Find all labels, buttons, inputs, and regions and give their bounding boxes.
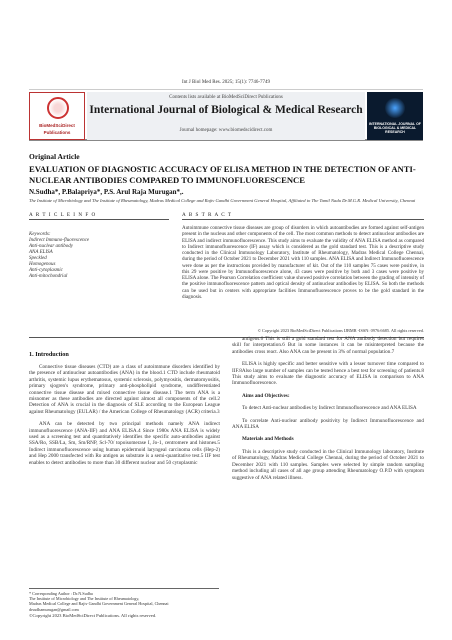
- paragraph: To correlate Anti-nuclear antibody positivity by Indirect Immunofluorescence and ANA ELISA: [232, 417, 424, 431]
- keyword-item: Anti-cytoplasmic: [29, 268, 63, 273]
- keyword-item: Anti-mitochondrial: [29, 274, 68, 279]
- abstract-copyright: © Copyright 2023 BioMedSciDirect Publications IJBMR -ISSN: 0976:6685. All rights reserved.: [257, 328, 424, 333]
- cover-title: INTERNATIONAL JOURNAL OF BIOLOGICAL & MEDICAL RESEARCH: [369, 122, 421, 134]
- citation-line: Int J Biol Med Res. 2025; 15(1): 7746-7749: [181, 80, 271, 85]
- journal-homepage[interactable]: Journal homepage: www.biomedscidirect.com: [179, 128, 273, 133]
- keywords-list: [29, 232, 139, 280]
- article-authors: N.Sudha*, P.Balapriya*, P.S. Arul Raja Murugan*,.: [29, 188, 184, 196]
- keyword-item: Anti-nuclear antibody: [29, 244, 74, 249]
- paragraph: ANA can be detected by two principal methods namely ANA indirect immunofluorescence (ANA-IIF) and ANA ELISA.4 Since 1980s ANA ELISA is widely used as a screening test and quantitatively identifies the specific auto-antibodies against SSA/Ro, SSB/La, Sm, Sm/RNP, Scl-70/ topoisomerase I, Jo-1, centromere and histones.5 Indirect immunofluorescence using human epidermoid laryngeal carcinoma cells (Hep-2) and Hep 2000 transfected with Ro antigen as substrate is a semi-quantitative test.5 IIF test enables to detect antibodies to more than 30 different nuclear and 50 cytoplasmic: [29, 421, 220, 466]
- left-text-column: [29, 364, 220, 472]
- keyword-item: Speckled: [29, 256, 47, 261]
- globe-icon: [385, 98, 405, 118]
- keywords-label: Keywords:: [29, 232, 51, 237]
- corresponding-author: * Corresponding Author : Dr.N.Sudha: [29, 591, 93, 596]
- article-info-rule: [29, 219, 169, 220]
- abstract-text: Autoimmune connective tissue diseases are group of disorders in which autoantibodies are formed against self-antigen present in the nucleus and other components of the cell. The most common methods to detect antinuclear antibodies are ELISA and indirect immunofluorescence. This study aims to evaluate the validity of ANA ELISA method as compared to Indirect immunofluorescence (IF) assay which is considered as the gold standard test. This is a descriptive study conducted in the Clinical Immunology Laboratory, Institute of Rheumatology, Madras Medical College Chennai, during the period of October 2021 to December 2021 with 110 samples. ANA ELISA and Indirect Immunofluorescence were done as per the instructions provided by manufacturer of kit. Out of the 110 samples 75 cases were positive, in this 29 were positive by Immunofluorescence alone, 43 cases were positive by both and 3 cases were positive by ELISA alone. The Pearson Correlation coefficient value showed positive correlation between the grading of intensity of the positive immunofluorescence pattern and optical density of antinuclear antibodies by ELISA. So both the methods can be used but in centers with appropriate facilities Immunofluorescence proves to be the gold standard in the diagnosis.: [182, 225, 424, 300]
- keyword-item: ANA ELISA: [29, 250, 53, 255]
- keyword-item: Homogenous: [29, 262, 56, 267]
- publisher-logo: [29, 92, 85, 140]
- paragraph: This is a descriptive study conducted in the Clinical Immunology laboratory, Institute of Rheumatology, Madras Medical College Chennai, during the period of October 2021 to December 2021 with 110 samples. Samples were selected by simple random sampling method including all cases of all age group attending Rheumatology O.P.D with symptom suggestive of ANA related illness.: [232, 448, 424, 481]
- introduction-heading: 1. Introduction: [29, 351, 69, 358]
- author-email[interactable]: drsudhamurugan@gmail.com: [29, 606, 79, 612]
- contents-available-text: Contents lists available at BioMedSciDirect Publications: [169, 95, 283, 100]
- article-title: EVALUATION OF DIAGNOSTIC ACCURACY OF ELISA METHOD IN THE DETECTION OF ANTI-NUCLEAR ANTIBODIES COMPARED TO IMMUNOFLUORESCENCE: [29, 164, 416, 185]
- logo-emblem-icon: [47, 97, 69, 119]
- paragraph: ELISA is highly specific and better sensitive with a lesser turnover time compared to IIF.8Also large number of samples can be tested hence a best test for screening of patients.8 This study aims to evaluate the diagnostic accuracy of ELISA in comparison to ANA Immunofluorescence.: [232, 361, 424, 387]
- footnote-line: The Institute of Microbiology and The Institute of Rheumatology,: [29, 596, 140, 602]
- logo-text-line1: BioMedSciDirect: [39, 123, 75, 128]
- right-text-column: [232, 336, 424, 487]
- paragraph: Connective tissue diseases (CTD) are a class of autoimmune disorders identified by the presence of antinuclear autoantibodies (ANA) in the blood.1 CTD include rheumatoid arthritis, systemic lupus erythematosus, systemic sclerosis, polymyositis, dermatomyositis, primary sjogren's syndrome, primary anti-phospholipid syndrome, undifferentiated connective tissue disease and mixed connective tissue disease.1 The term ANA is a misnomer as these antibodies are directed against almost all components of the cell.2 Detection of ANA is crucial in the diagnosis of SLE according to the European League against Rheumatology (EULAR) / the American College of Rheumatology (ACR) criteria.3: [29, 364, 220, 415]
- paragraph: antigens.6 This is still a gold standard test for ANA antibody detection but requires skill for interpretation.6 But in some instances it can be misinterpreted because the antibodies cross react. Also ANA can be present in 3% of normal population.7: [232, 336, 424, 355]
- keyword-item: Indirect Immuno-fluorescence: [29, 238, 90, 243]
- section-heading: Materials and Methods: [242, 436, 294, 443]
- footnote: [29, 588, 219, 618]
- abstract-rule: [182, 219, 424, 220]
- section-heading: Aims and Objectives:: [242, 392, 290, 399]
- author-affiliation: The Institute of Microbiology and The Institute of Rheumatology, Madras Medical College and Rajiv Gandhi Government General Hospital, Affiliated to The Tamil Nadu Dr.M.G.R. Medical University, Chennai: [29, 198, 416, 203]
- footer-copyright: ©Copyright 2023 BioMedSciDirect Publications. All rights reserved.: [29, 612, 157, 618]
- footnote-line: Madras Medical College and Rajiv Gandhi Government General Hospital, Chennai: [29, 601, 169, 607]
- masthead-center: [87, 92, 365, 140]
- journal-title: International Journal of Biological & Medical Research: [89, 104, 363, 116]
- article-type: Original Article: [29, 152, 80, 161]
- journal-cover-image: [367, 92, 423, 140]
- journal-masthead: [29, 89, 423, 141]
- paragraph: To detect Anti-nuclear antibodies by Indirect Immunofluorescence and ANA ELISA: [242, 405, 417, 412]
- article-info-heading: A R T I C L E I N F O: [29, 212, 97, 218]
- logo-text-line2: Publications: [43, 130, 71, 135]
- abstract-heading: A B S T R A C T: [182, 212, 233, 218]
